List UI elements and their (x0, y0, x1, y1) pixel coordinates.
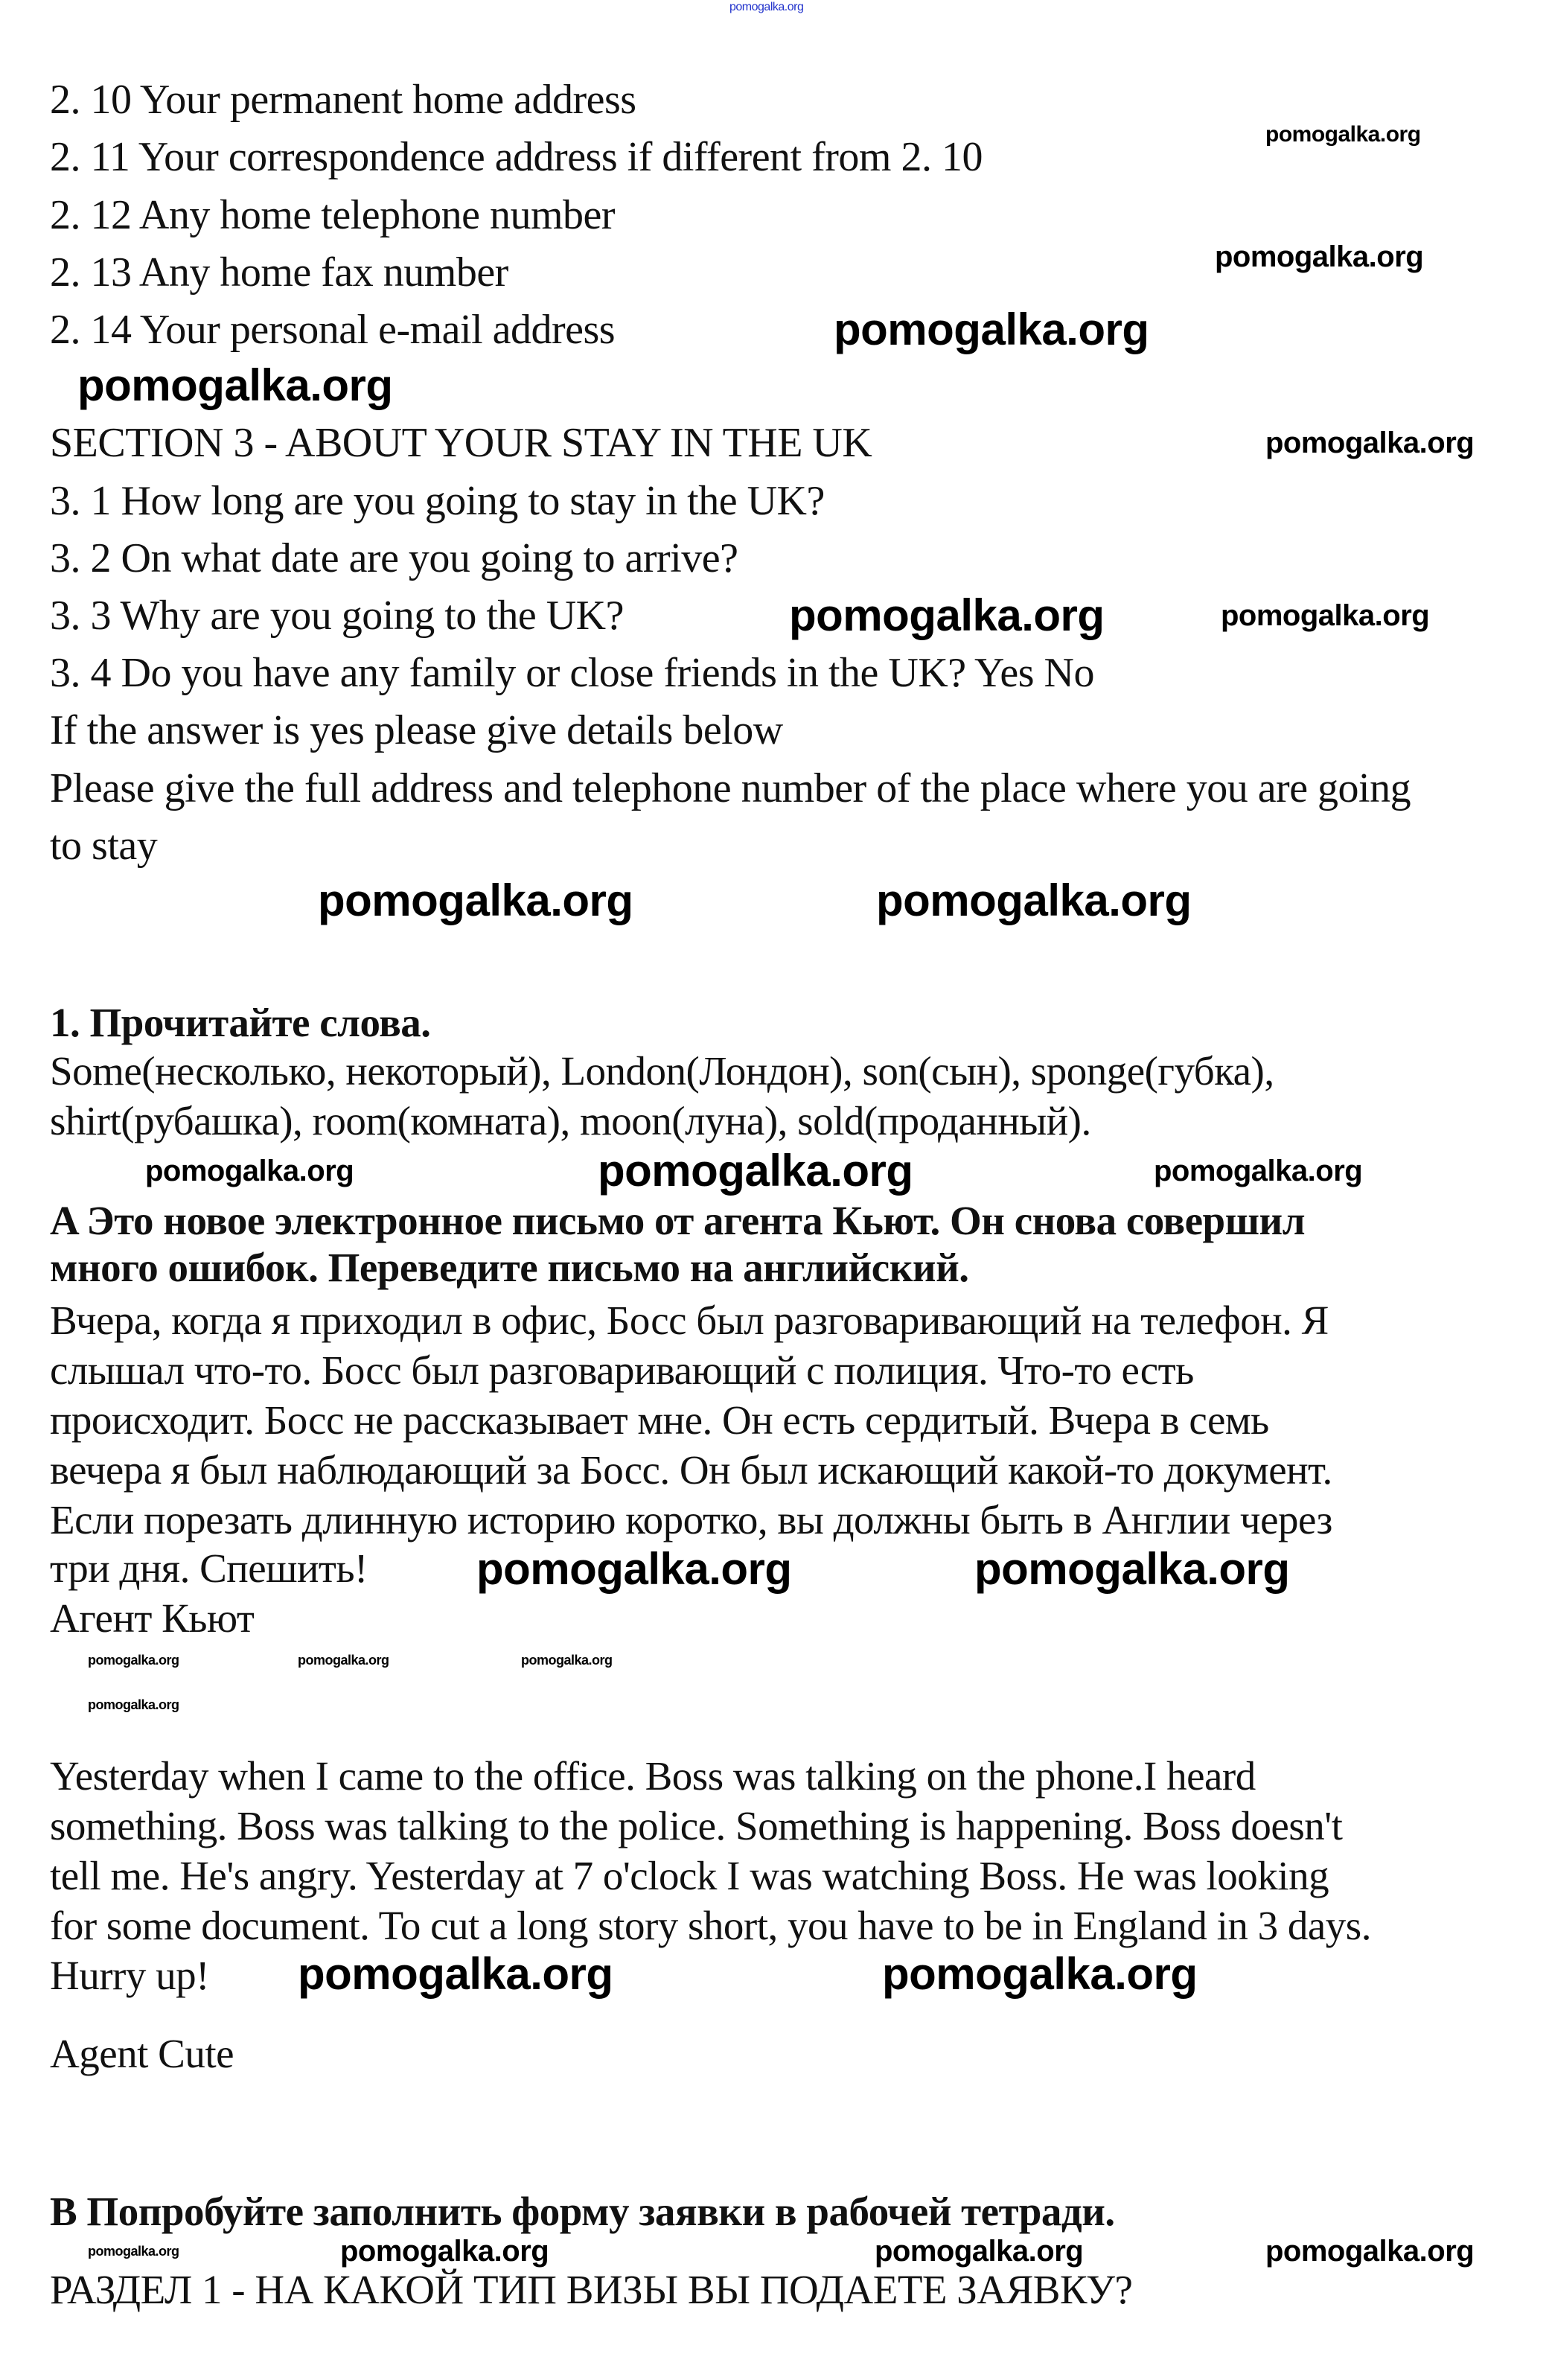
exercise-line: shirt(рубашка), room(комната), moon(луна), sold(проданный). (50, 1098, 1091, 1143)
answer-line: Hurry up! (50, 1953, 209, 1998)
watermark: pomogalka.org (882, 1949, 1198, 1999)
form-line: 3. 1 How long are you going to stay in the UK? (50, 478, 825, 524)
section-heading: SECTION 3 - ABOUT YOUR STAY IN THE UK (50, 420, 872, 466)
form-line: 2. 13 Any home fax number (50, 249, 508, 296)
answer-line: something. Boss was talking to the police. Something is happening. Boss doesn't (50, 1803, 1343, 1848)
form-line: 3. 2 On what date are you going to arrive? (50, 535, 738, 581)
exercise-title: B Попробуйте заполнить форму заявки в рабочей тетради. (50, 2189, 1115, 2234)
watermark: pomogalka.org (88, 2244, 179, 2259)
form-line: If the answer is yes please give details below (50, 707, 783, 753)
exercise-line: Some(несколько, некоторый), London(Лондон), son(сын), sponge(губка), (50, 1048, 1274, 1094)
watermark: pomogalka.org (521, 1653, 613, 1668)
letter-line: Вчера, когда я приходил в офис, Босс был разговаривающий на телефон. Я (50, 1298, 1329, 1343)
watermark: pomogalka.org (298, 1653, 389, 1668)
form-line: 3. 4 Do you have any family or close friends in the UK? Yes No (50, 650, 1094, 696)
watermark: pomogalka.org (318, 875, 633, 925)
exercise-title: много ошибок. Переведите письмо на английский. (50, 1245, 969, 1290)
form-line: Please give the full address and telephone number of the place where you are going (50, 765, 1411, 811)
watermark: pomogalka.org (1221, 599, 1430, 632)
watermark: pomogalka.org (77, 360, 393, 410)
watermark: pomogalka.org (88, 1653, 179, 1668)
watermark: pomogalka.org (834, 304, 1149, 354)
watermark: pomogalka.org (298, 1949, 613, 1999)
watermark: pomogalka.org (1215, 240, 1424, 273)
watermark: pomogalka.org (876, 875, 1192, 925)
form-line: 2. 11 Your correspondence address if different from 2. 10 (50, 134, 983, 180)
exercise-title: A Это новое электронное письмо от агента Кьют. Он снова совершил (50, 1198, 1306, 1243)
form-line: 2. 10 Your permanent home address (50, 77, 636, 123)
watermark: pomogalka.org (145, 1155, 354, 1187)
watermark: pomogalka.org (88, 1697, 179, 1712)
watermark: pomogalka.org (1265, 122, 1421, 147)
letter-line: Если порезать длинную историю коротко, вы должны быть в Англии через (50, 1497, 1332, 1542)
watermark: pomogalka.org (340, 2235, 549, 2268)
form-line: 2. 12 Any home telephone number (50, 192, 616, 238)
letter-line: слышал что-то. Босс был разговаривающий с полиция. Что-то есть (50, 1347, 1194, 1393)
exercise-title: 1. Прочитайте слова. (50, 1000, 431, 1045)
watermark-link[interactable]: pomogalka.org (729, 1, 804, 13)
letter-line: вечера я был наблюдающий за Босс. Он был искающий какой-то документ. (50, 1447, 1332, 1493)
watermark: pomogalka.org (598, 1146, 913, 1196)
exercise-line: РАЗДЕЛ 1 - НА КАКОЙ ТИП ВИЗЫ ВЫ ПОДАЕТЕ ЗАЯВКУ? (50, 2267, 1133, 2312)
form-line: to stay (50, 823, 158, 869)
watermark: pomogalka.org (974, 1544, 1290, 1594)
form-line: 2. 14 Your personal e-mail address (50, 307, 616, 353)
watermark: pomogalka.org (476, 1544, 792, 1594)
answer-signature: Agent Cute (50, 2031, 234, 2076)
answer-line: tell me. He's angry. Yesterday at 7 o'clock I was watching Boss. He was looking (50, 1853, 1329, 1898)
watermark: pomogalka.org (789, 590, 1105, 640)
letter-signature: Агент Кьют (50, 1595, 255, 1641)
answer-line: for some document. To cut a long story short, you have to be in England in 3 days. (50, 1903, 1371, 1948)
watermark: pomogalka.org (1265, 2235, 1475, 2268)
answer-line: Yesterday when I came to the office. Boss was talking on the phone.I heard (50, 1753, 1256, 1799)
watermark: pomogalka.org (875, 2235, 1084, 2268)
letter-line: происходит. Босс не рассказывает мне. Он есть сердитый. Вчера в семь (50, 1397, 1269, 1443)
letter-line: три дня. Спешить! (50, 1545, 368, 1591)
watermark: pomogalka.org (1265, 427, 1475, 459)
watermark: pomogalka.org (1154, 1155, 1363, 1187)
form-line: 3. 3 Why are you going to the UK? (50, 593, 624, 639)
